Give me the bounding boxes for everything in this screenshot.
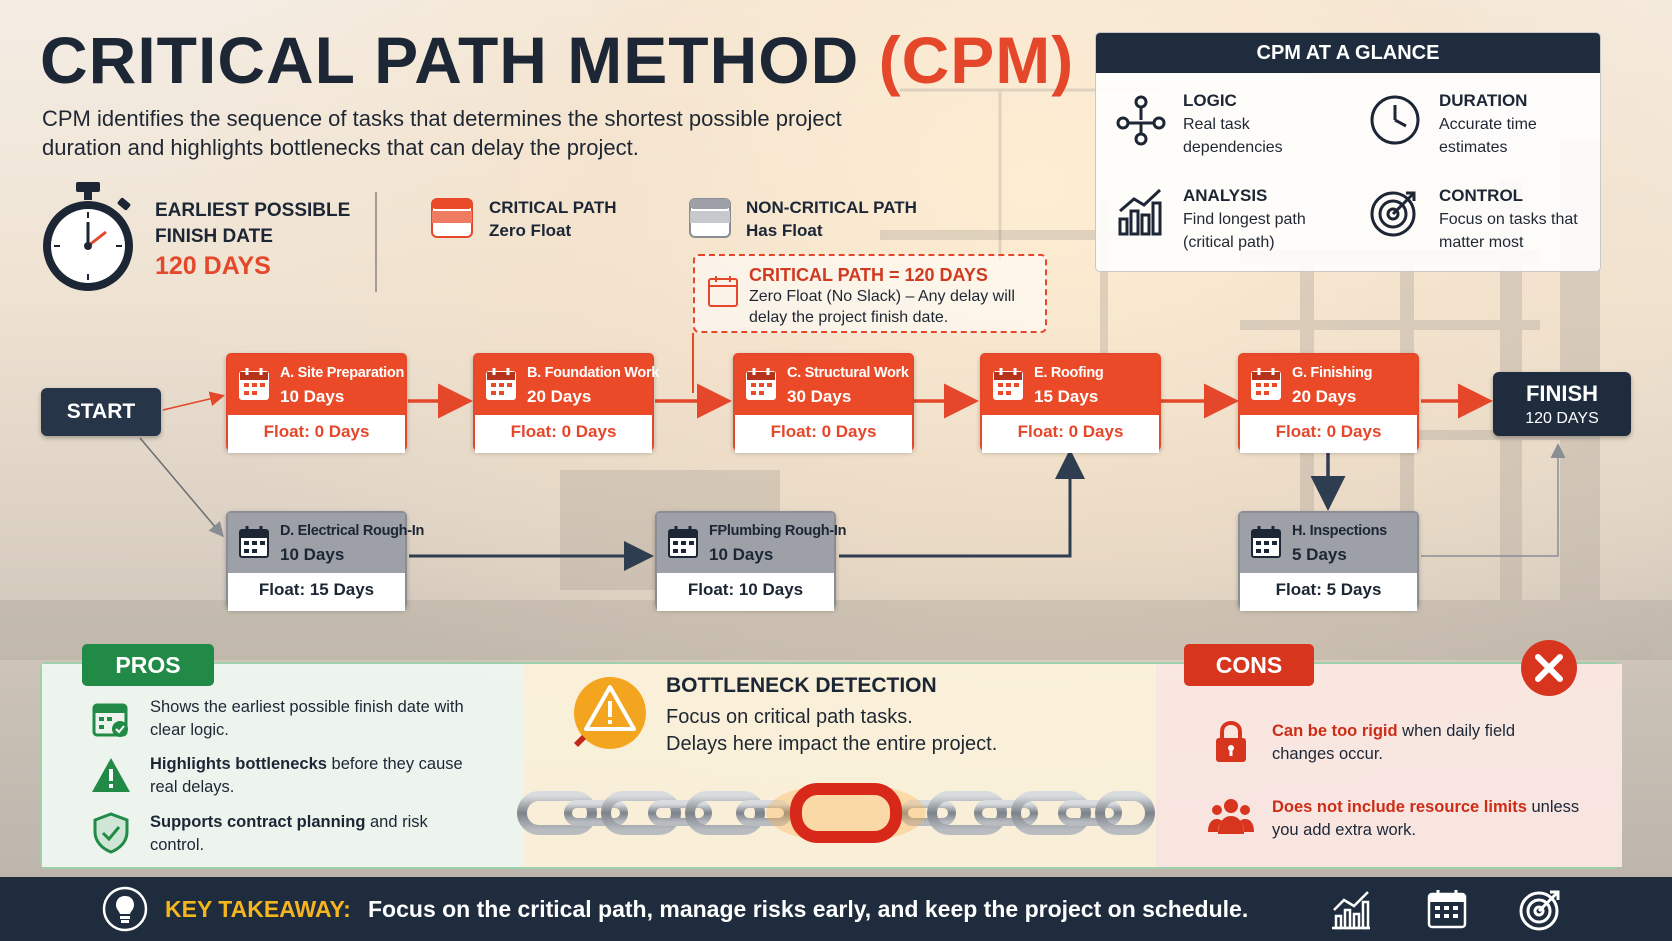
key-takeaway-text: Focus on the critical path, manage risks early, and keep the project on schedule. <box>368 896 1249 922</box>
glance-header: CPM AT A GLANCE <box>1096 33 1600 73</box>
task-node-b <box>473 353 660 451</box>
close-circle-icon <box>1520 639 1578 697</box>
calendar-icon <box>1250 367 1282 401</box>
task-node-h <box>1238 511 1419 609</box>
title-accent: (CPM) <box>878 23 1075 97</box>
calendar-icon <box>1250 525 1282 559</box>
task-duration: 20 Days <box>527 387 592 406</box>
bottleneck-line1: Focus on critical path tasks. <box>666 706 913 728</box>
finish-node <box>1493 372 1631 436</box>
pros-item-3-bold: Supports contract planning <box>150 813 366 831</box>
task-name: C. Structural Work <box>787 365 909 381</box>
bottleneck-text <box>666 704 997 758</box>
glance-item-title: LOGIC <box>1183 91 1237 110</box>
cons-item-2-text: unless you add extra work. <box>1272 798 1580 839</box>
finish-label: FINISH <box>1525 381 1599 406</box>
people-icon <box>1208 796 1254 836</box>
glance-item-desc: Focus on tasks that matter most <box>1439 211 1578 251</box>
task-name: A. Site Preparation <box>280 365 405 381</box>
task-duration: 30 Days <box>787 387 852 406</box>
task-name: B. Foundation Work <box>527 365 660 381</box>
task-float: Float: 0 Days <box>1240 415 1417 453</box>
legend-noncritical-sub: Has Float <box>746 221 823 240</box>
bar-chart-icon <box>1330 888 1372 930</box>
bottleneck-line2: Delays here impact the entire project. <box>666 733 998 755</box>
pros-tag: PROS <box>82 644 214 686</box>
lightbulb-icon <box>102 886 148 932</box>
task-node-c <box>733 353 914 451</box>
calendar-check-icon <box>92 699 130 739</box>
earliest-finish-label-line1: EARLIEST POSSIBLE <box>155 200 351 221</box>
start-node: START <box>41 388 161 436</box>
task-duration: 10 Days <box>280 387 345 406</box>
task-name: FPlumbing Rough-In <box>709 523 847 539</box>
glance-item-title: DURATION <box>1439 91 1528 110</box>
pros-item-2 <box>150 753 480 799</box>
warning-icon <box>90 756 132 794</box>
task-float: Float: 5 Days <box>1240 573 1417 611</box>
calendar-icon <box>992 367 1024 401</box>
arrow-f-e <box>839 455 1070 556</box>
pros-item-2-bold: Highlights bottlenecks <box>150 755 327 773</box>
task-node-f <box>655 511 847 609</box>
arrow-start-a <box>163 396 222 410</box>
task-node-e <box>980 353 1161 451</box>
chain-icon <box>520 782 1152 844</box>
task-float: Float: 10 Days <box>657 573 834 611</box>
title-main: CRITICAL PATH METHOD <box>40 23 860 97</box>
bottleneck-title: BOTTLENECK DETECTION <box>666 674 937 697</box>
task-float: Float: 0 Days <box>475 415 652 453</box>
earliest-finish-value: 120 DAYS <box>155 252 271 280</box>
cons-item-1-red: Can be too rigid <box>1272 722 1398 740</box>
cons-item-2-red: Does not include resource limits <box>1272 798 1527 816</box>
task-node-a <box>226 353 407 451</box>
lock-icon <box>1212 720 1250 764</box>
legend-noncritical-title: NON-CRITICAL PATH <box>746 198 917 217</box>
glance-item-desc: Real task dependencies <box>1183 116 1283 156</box>
task-name: D. Electrical Rough-In <box>280 523 425 539</box>
task-duration: 20 Days <box>1292 387 1357 406</box>
earliest-finish-label-line2: FINISH DATE <box>155 226 273 247</box>
pros-item-1: Shows the earliest possible finish date with clear logic. <box>150 698 464 739</box>
legend-critical-title: CRITICAL PATH <box>489 198 617 217</box>
task-duration: 10 Days <box>709 545 774 564</box>
callout-text: Zero Float (No Slack) – Any delay will delay the project finish date. <box>749 288 1015 326</box>
alert-triangle-icon <box>568 675 650 753</box>
task-name: E. Roofing <box>1034 365 1104 381</box>
key-takeaway-label: KEY TAKEAWAY: <box>165 896 351 922</box>
calendar-icon <box>1426 888 1468 930</box>
glance-item-desc: Find longest path (critical path) <box>1183 211 1306 251</box>
pros-item-3 <box>150 811 480 857</box>
cons-item-2 <box>1272 796 1592 842</box>
pros-item-2-text: before they cause real delays. <box>150 755 463 796</box>
glance-item-title: ANALYSIS <box>1183 186 1268 205</box>
target-icon <box>1518 886 1564 932</box>
shield-check-icon <box>92 812 130 854</box>
cons-tag: CONS <box>1184 644 1314 686</box>
task-duration: 5 Days <box>1292 545 1347 564</box>
glance-item-desc: Accurate time estimates <box>1439 116 1537 156</box>
task-float: Float: 15 Days <box>228 573 405 611</box>
calendar-icon <box>238 525 270 559</box>
task-duration: 15 Days <box>1034 387 1099 406</box>
task-node-d <box>226 511 425 609</box>
task-float: Float: 0 Days <box>228 415 405 453</box>
arrow-h-finish <box>1421 446 1558 556</box>
cons-item-1 <box>1272 720 1572 766</box>
task-duration: 10 Days <box>280 545 345 564</box>
task-float: Float: 0 Days <box>735 415 912 453</box>
page-subtitle: CPM identifies the sequence of tasks that determines the shortest possible project duration and highlights bottlenecks that can delay the project. <box>42 106 842 160</box>
task-name: G. Finishing <box>1292 365 1373 381</box>
finish-days: 120 DAYS <box>1525 410 1599 427</box>
pros-item-3-text: and risk control. <box>150 813 428 854</box>
glance-item-title: CONTROL <box>1439 186 1524 205</box>
calendar-icon <box>238 367 270 401</box>
task-float: Float: 0 Days <box>982 415 1159 453</box>
calendar-icon <box>667 525 699 559</box>
calendar-icon <box>485 367 517 401</box>
calendar-icon <box>745 367 777 401</box>
legend-critical-sub: Zero Float <box>489 221 572 240</box>
callout-title: CRITICAL PATH = 120 DAYS <box>749 265 988 285</box>
task-name: H. Inspections <box>1292 523 1387 539</box>
arrow-start-d <box>140 438 222 535</box>
task-node-g <box>1238 353 1419 451</box>
cons-item-1-text: when daily field changes occur. <box>1272 722 1515 763</box>
